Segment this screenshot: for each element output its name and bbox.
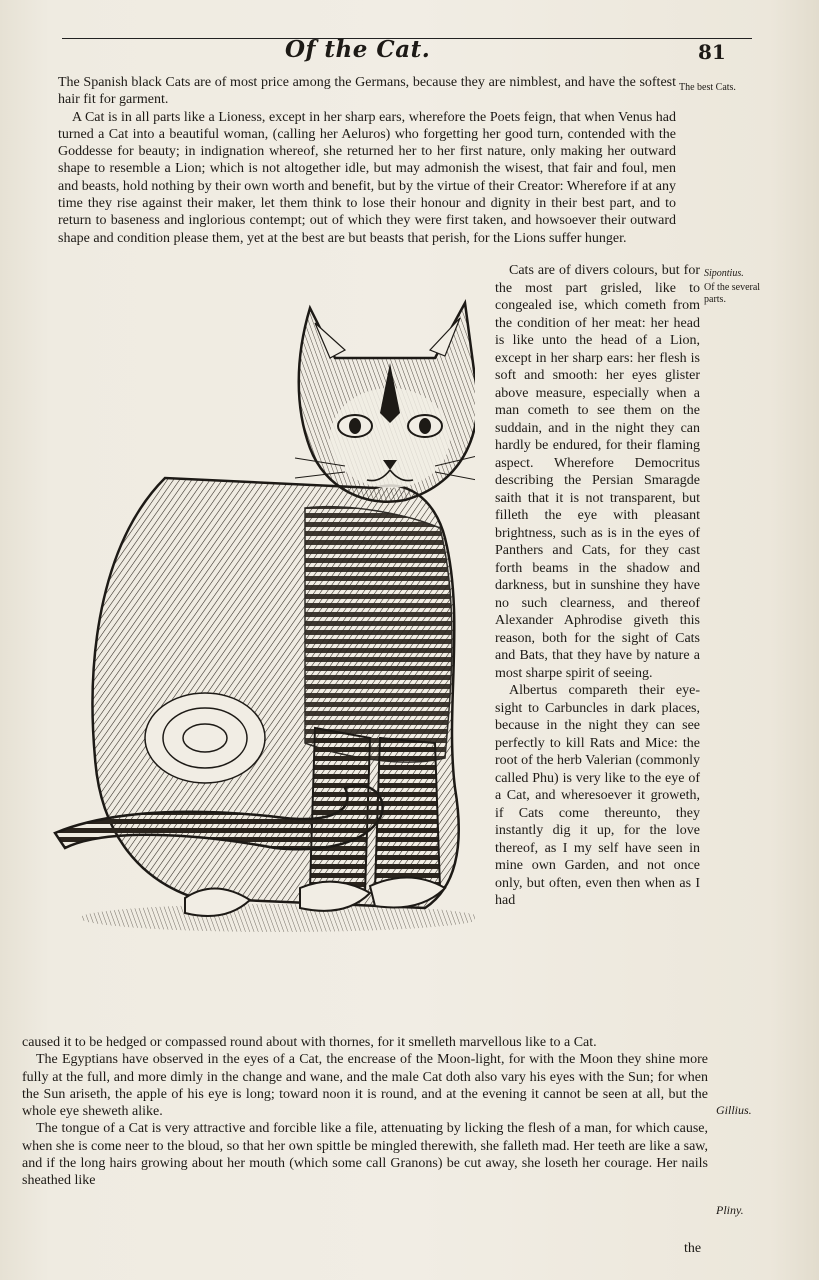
paragraph-colours: Cats are of divers colours, but for the most part grisled, like to congealed ise, which cometh from the condition of her meat: her head is like unto the head of a Lion, except in her sharp ears: her flesh is soft and smooth: her eyes glister above measure, especially when a man cometh to see them on the suddain, and in the night they can hardly be endured, for their flaming aspect. Wherefore Democritus describing the Persian Smaragde saith that it is not transparent, but filleth the eye with pleasant brightness, such as is in the eyes of Panthers and Cats, for they cast forth beams in the shadow and darkness, but in sunshine they have no such clearness, and thereof Alexander Aphrodise giveth this reason, both for the sight of Cats and Bats, that they have by nature a most sharpe spirit of seeing. xyxy=(495,263,700,681)
margin-note-several-parts: Of the several parts. xyxy=(704,282,761,305)
margin-note-best-cats: The best Cats. xyxy=(679,82,736,93)
margin-note-gillius: Gillius. xyxy=(716,1103,752,1117)
cat-woodcut-illustration xyxy=(45,288,475,948)
margin-note-pliny: Pliny. xyxy=(716,1203,744,1217)
paragraph-tongue: The tongue of a Cat is very attractive and forcible like a file, attenuating by licking the flesh of a man, for which cause, when she is come neer to the bloud, so that her own spittle be mingled therewith, she falleth mad. Her teeth are like a saw, and if the long hairs growing about her mouth (which some call Granons) be cut away, she loseth her courage. Her nails sheathed like xyxy=(22,1121,708,1189)
page-number: 81 xyxy=(698,40,726,64)
top-text-block xyxy=(58,74,676,247)
running-title: Of the Cat. xyxy=(285,36,431,63)
right-column-text xyxy=(495,262,700,910)
paragraph-thornes: caused it to be hedged or compassed round about with thornes, for it smelleth marvellous like to a Cat. xyxy=(22,1035,597,1050)
paragraph-spanish-cats: The Spanish black Cats are of most price among the Germans, because they are nimblest, and have the softest hair fit for garment. xyxy=(58,75,676,108)
catchword: the xyxy=(684,1241,702,1256)
paragraph-albertus: Albertus compareth their eye-sight to Carbuncles in dark places, because in the night they can see perfectly to kill Rats and Mice: the root of the herb Valerian (commonly called Phu) is very like to the eye of a Cat, and wheresoever it groweth, if Cats come thereunto, they instantly dig it up, for the love thereof, as I my self have seen in mine own Garden, and not once only, but often, even then when as I had xyxy=(495,683,700,908)
bottom-text-block xyxy=(22,1034,708,1190)
margin-note-sipontius: Sipontius. xyxy=(704,268,744,279)
paragraph-lioness: A Cat is in all parts like a Lioness, except in her sharp ears, wherefore the Poets feign, that when Venus had turned a Cat into a beautiful woman, (calling her Aeluros) who forgetting her good turn, contended with the Goddesse for beauty; in indignation whereof, she returned her to her first nature, only making her outward shape to resemble a Lion; which is not altogether idle, but may admonish the wisest, that fair and foul, men and beasts, hold nothing by their own worth and benefit, but by the virtue of their Creator: Wherefore if at any time they rise against their maker, let them think to lose their honour and dignity in their best part, and to return to baseness and inglorious contempt; out of which they were first taken, and howsoever their outward shape and condition please them, yet at the best are but beasts that perish, for the Lions suffer hunger. xyxy=(58,109,676,246)
paragraph-egyptians: The Egyptians have observed in the eyes of a Cat, the encrease of the Moon-light, for with the Moon they shine more fully at the full, and more dimly in the change and wane, and the male Cat doth also vary his eyes with the Sun; for when the Sun ariseth, the apple of his eye is long; toward noon it is round, and at the evening it cannot be seen at all, but the whole eye sheweth alike. xyxy=(22,1052,708,1120)
